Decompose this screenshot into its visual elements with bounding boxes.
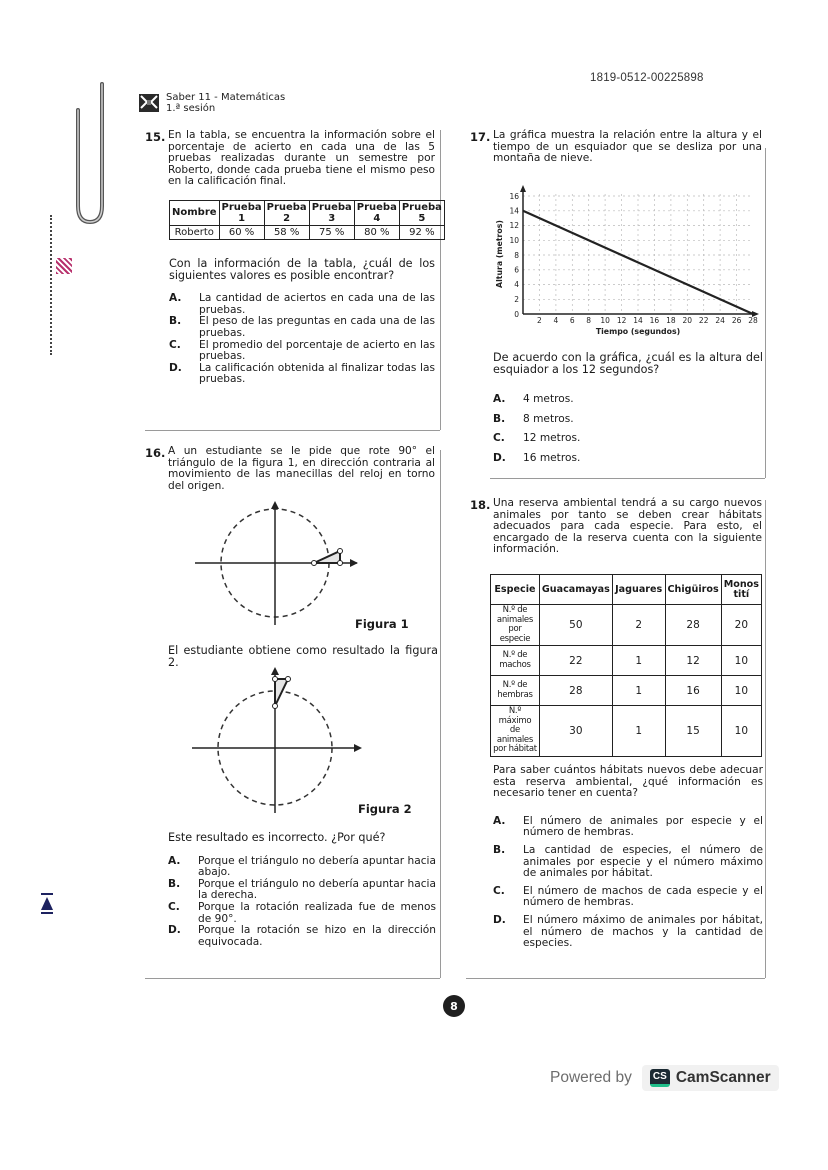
question-prompt: De acuerdo con la gráfica, ¿cuál es la altura del esquiador a los 12 segundos? xyxy=(493,351,763,376)
table-cell: 1 xyxy=(612,676,665,706)
option-text: 12 metros. xyxy=(523,432,581,445)
camscanner-logo-icon: CS xyxy=(650,1069,670,1087)
option-letter: B. xyxy=(493,412,506,425)
y-axis-label: Altura (metros) xyxy=(495,220,504,288)
table-header: Especie xyxy=(491,575,540,605)
option-c[interactable] xyxy=(493,433,763,445)
option-text: 8 metros. xyxy=(523,412,574,425)
svg-text:16: 16 xyxy=(509,192,519,201)
serial-number: 1819-0512-00225898 xyxy=(590,72,704,84)
option-c[interactable] xyxy=(169,340,435,363)
option-text: 4 metros. xyxy=(523,393,574,406)
figure-2-diagram xyxy=(190,665,365,815)
table-header: Prueba 3 xyxy=(309,200,354,225)
svg-text:26: 26 xyxy=(731,316,742,325)
result-text: El estudiante obtiene como resultado la figura 2. xyxy=(168,644,438,669)
svg-text:8: 8 xyxy=(586,316,592,325)
table-cell: 92 % xyxy=(399,225,444,239)
table-cell: 15 xyxy=(665,706,721,757)
table-cell: 58 % xyxy=(264,225,309,239)
table-header: Prueba 5 xyxy=(399,200,444,225)
option-text: El número máximo de animales por hábitat, el número de machos y la cantidad de especies. xyxy=(523,913,763,950)
question-prompt: Para saber cuántos hábitats nuevos debe adecuar esta reserva ambiental, ¿qué información es necesario tener en cuenta? xyxy=(493,764,763,800)
svg-text:16: 16 xyxy=(649,316,660,325)
options-list xyxy=(169,293,435,386)
row-header: N.º de machos xyxy=(491,646,540,676)
chart-grid xyxy=(523,194,753,314)
svg-text:2: 2 xyxy=(537,316,542,325)
svg-text:6: 6 xyxy=(514,265,519,275)
option-letter: C. xyxy=(493,432,505,445)
table-header: Prueba 1 xyxy=(219,200,264,225)
row-header: N.º máximo de animales por hábitat xyxy=(491,706,540,757)
table-cell: 20 xyxy=(721,605,761,646)
option-letter: A. xyxy=(493,814,506,827)
svg-text:14: 14 xyxy=(633,316,643,325)
camscanner-brand: CamScanner xyxy=(675,1069,771,1086)
option-text: El promedio del porcentaje de acierto en las pruebas. xyxy=(199,338,435,363)
table-cell: 22 xyxy=(539,646,612,676)
option-b[interactable] xyxy=(493,845,763,880)
svg-text:14: 14 xyxy=(509,206,519,216)
page-number: 8 xyxy=(443,995,465,1017)
option-letter: A. xyxy=(168,854,181,867)
svg-text:2: 2 xyxy=(514,295,519,304)
section-divider xyxy=(145,978,440,979)
table-header: Guacamayas xyxy=(539,575,612,605)
svg-text:8: 8 xyxy=(514,251,519,260)
question-18 xyxy=(470,498,762,556)
question-prompt: Este resultado es incorrecto. ¿Por qué? xyxy=(168,831,386,844)
option-c[interactable] xyxy=(493,886,763,909)
table-cell: 28 xyxy=(539,676,612,706)
svg-text:20: 20 xyxy=(682,316,693,325)
question-15 xyxy=(145,129,442,386)
options-list xyxy=(168,856,436,949)
question-17 xyxy=(470,130,762,165)
table-cell: 80 % xyxy=(354,225,399,239)
option-c[interactable] xyxy=(168,902,436,925)
option-letter: B. xyxy=(168,877,181,890)
option-letter: D. xyxy=(493,451,506,464)
table-cell: 16 xyxy=(665,676,721,706)
option-text: El peso de las preguntas en cada una de las pruebas. xyxy=(199,315,435,339)
table-header: Chigüiros xyxy=(665,575,721,605)
table-header-row xyxy=(170,200,445,225)
table-cell: 10 xyxy=(721,706,761,757)
species-table xyxy=(490,574,762,757)
table-header: Monos tití xyxy=(721,575,761,605)
x-axis-label: Tiempo (segundos) xyxy=(595,327,681,336)
table-row xyxy=(170,225,445,239)
question-stem: A un estudiante se le pide que rote 90° el triángulo de la figura 1, en dirección contraria al movimiento de las manecillas del reloj en torno del origen. xyxy=(168,445,435,492)
icfes-logo-icon xyxy=(138,92,160,114)
question-stem: En la tabla, se encuentra la información sobre el porcentaje de acierto en cada una de las 5 pruebas realizadas durante un semestre por Roberto, donde cada prueba tiene el mismo peso en la calificación final. xyxy=(168,129,435,188)
question-stem: La gráfica muestra la relación entre la altura y el tiempo de un esquiador que se desliza por una montaña de nieve. xyxy=(493,129,762,165)
table-cell: 12 xyxy=(665,646,721,676)
question-number: 18. xyxy=(470,498,491,512)
question-number: 15. xyxy=(145,130,166,144)
exam-title: Saber 11 - Matemáticas xyxy=(166,92,286,103)
table-row xyxy=(491,646,762,676)
table-cell: 28 xyxy=(665,605,721,646)
row-header: N.º de animales por especie xyxy=(491,605,540,646)
row-header: N.º de hembras xyxy=(491,676,540,706)
section-divider xyxy=(490,478,765,479)
option-d[interactable] xyxy=(493,453,763,465)
options-list xyxy=(493,394,763,464)
option-text: El número de machos de cada especie y el número de hembras. xyxy=(523,884,763,909)
option-d[interactable] xyxy=(493,915,763,950)
table-cell: 50 xyxy=(539,605,612,646)
column-divider xyxy=(765,500,766,978)
option-text: Porque el triángulo no debería apuntar hacia la derecha. xyxy=(198,877,436,902)
chart-line xyxy=(523,211,753,314)
paperclip-image xyxy=(68,78,108,228)
svg-text:4: 4 xyxy=(514,280,519,289)
option-text: La cantidad de especies, el número de animales por especie y el número máximo de animales por hábitat. xyxy=(523,843,763,880)
option-letter: B. xyxy=(169,315,182,328)
section-divider xyxy=(145,430,440,431)
svg-text:10: 10 xyxy=(600,316,610,325)
option-a[interactable] xyxy=(493,394,763,406)
x-tick-labels xyxy=(537,316,758,325)
question-18-prompt xyxy=(493,765,763,950)
option-letter: C. xyxy=(493,884,505,897)
table-cell: 75 % xyxy=(309,225,354,239)
svg-text:24: 24 xyxy=(715,316,725,325)
question-stem: Una reserva ambiental tendrá a su cargo nuevos animales por tanto se deben crear hábitats adecuados para cada especie. Para esto, el encargado de la reserva cuenta con la siguiente información. xyxy=(493,497,762,556)
svg-text:22: 22 xyxy=(698,316,709,325)
option-d[interactable] xyxy=(168,925,436,948)
figure-1-label: Figura 1 xyxy=(355,617,409,631)
table-cell: 60 % xyxy=(219,225,264,239)
svg-text:0: 0 xyxy=(514,310,519,319)
camscanner-badge xyxy=(642,1065,779,1091)
question-17-prompt xyxy=(493,352,763,465)
y-tick-labels xyxy=(509,192,519,319)
option-letter: B. xyxy=(493,843,506,856)
svg-text:12: 12 xyxy=(616,316,627,325)
option-a[interactable] xyxy=(168,856,436,879)
table-cell: 10 xyxy=(721,646,761,676)
svg-text:4: 4 xyxy=(553,316,559,325)
exam-session: 1.ª sesión xyxy=(166,103,216,114)
table-header: Prueba 4 xyxy=(354,200,399,225)
figure-2-label: Figura 2 xyxy=(358,802,412,816)
svg-text:6: 6 xyxy=(569,316,575,325)
camscanner-watermark xyxy=(550,1065,779,1091)
binding-perforation xyxy=(50,215,52,355)
stamp-mark xyxy=(56,258,72,274)
option-letter: D. xyxy=(169,361,182,374)
option-letter: D. xyxy=(168,924,181,937)
table-cell: 30 xyxy=(539,706,612,757)
table-header: Jaguares xyxy=(612,575,665,605)
side-mark xyxy=(40,893,54,914)
svg-text:28: 28 xyxy=(748,316,758,325)
table-cell: Roberto xyxy=(170,225,220,239)
option-letter: C. xyxy=(168,900,180,913)
figure-1-diagram xyxy=(195,500,365,625)
column-divider xyxy=(440,450,441,978)
question-16 xyxy=(145,446,435,492)
option-b[interactable] xyxy=(169,316,435,339)
option-a[interactable] xyxy=(493,816,763,839)
column-divider xyxy=(440,130,441,430)
table-cell: 10 xyxy=(721,676,761,706)
option-text: El número de animales por especie y el número de hembras. xyxy=(523,814,763,839)
scores-table xyxy=(169,200,445,240)
table-row xyxy=(491,676,762,706)
option-d[interactable] xyxy=(169,363,435,386)
table-row xyxy=(491,706,762,757)
exam-header xyxy=(138,92,285,114)
question-16-prompt xyxy=(168,832,436,948)
powered-by-text: Powered by xyxy=(550,1069,632,1086)
option-letter: D. xyxy=(493,913,506,926)
table-cell: 1 xyxy=(612,646,665,676)
table-header: Prueba 2 xyxy=(264,200,309,225)
option-text: La calificación obtenida al finalizar todas las pruebas. xyxy=(199,361,435,386)
question-number: 17. xyxy=(470,130,491,144)
option-letter: A. xyxy=(169,292,182,305)
option-text: La cantidad de aciertos en cada una de las pruebas. xyxy=(199,292,435,316)
options-list xyxy=(493,816,763,950)
section-divider xyxy=(466,978,765,979)
option-a[interactable] xyxy=(169,293,435,316)
option-text: Porque la rotación realizada fue de menos de 90°. xyxy=(198,900,436,925)
table-header: Nombre xyxy=(170,200,220,225)
question-number: 16. xyxy=(145,446,166,460)
svg-text:12: 12 xyxy=(509,221,519,230)
table-header-row xyxy=(491,575,762,605)
question-prompt: Con la información de la tabla, ¿cuál de los siguientes valores es posible encontrar? xyxy=(169,256,435,282)
option-b[interactable] xyxy=(493,414,763,426)
option-text: Porque la rotación se hizo en la dirección equivocada. xyxy=(198,924,436,948)
svg-text:18: 18 xyxy=(666,316,676,325)
svg-text:10: 10 xyxy=(509,236,519,245)
table-cell: 1 xyxy=(612,706,665,757)
height-time-chart xyxy=(488,184,768,339)
table-cell: 2 xyxy=(612,605,665,646)
option-text: Porque el triángulo no debería apuntar hacia abajo. xyxy=(198,854,436,879)
option-letter: C. xyxy=(169,338,181,351)
table-row xyxy=(491,605,762,646)
option-text: 16 metros. xyxy=(523,451,581,464)
option-letter: A. xyxy=(493,393,506,406)
option-b[interactable] xyxy=(168,879,436,902)
